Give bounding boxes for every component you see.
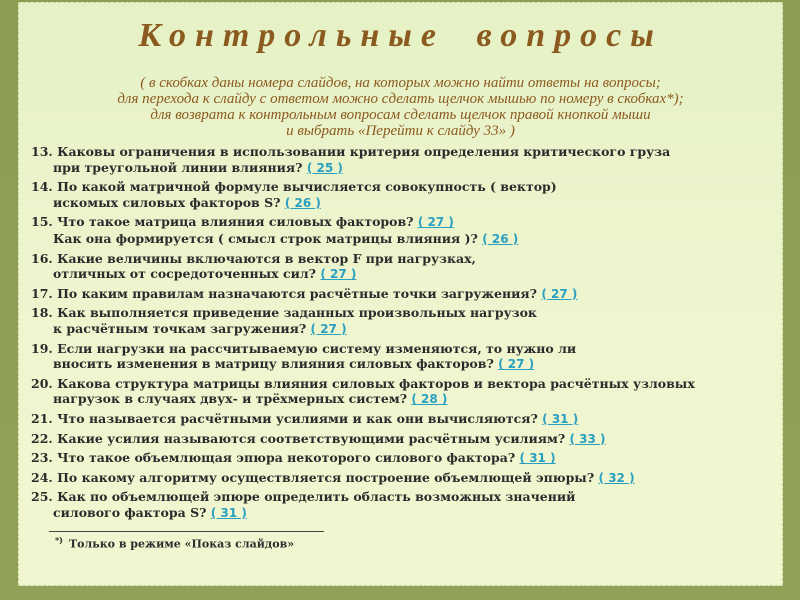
question-text: вносить изменения в матрицу влияния силовых факторов? xyxy=(53,356,494,372)
slide-link[interactable]: ( 27 ) xyxy=(541,286,578,301)
question-item xyxy=(31,411,781,428)
question-text: 13. Каковы ограничения в использовании критерия определения критического груза xyxy=(31,144,671,159)
question-text: 16. Какие величины включаются в вектор F при нагрузках, xyxy=(31,250,476,266)
question-item xyxy=(31,431,781,448)
slide-link[interactable]: ( 31 ) xyxy=(210,505,247,520)
footnote-divider xyxy=(49,531,324,532)
question-item xyxy=(31,305,781,337)
question-text: 24. По какому алгоритму осуществляется построение объемлющей эпюры? xyxy=(31,469,595,485)
question-item xyxy=(31,144,781,176)
question-item xyxy=(31,470,781,487)
question-text: 15. Что такое матрица влияния силовых факторов? xyxy=(31,214,414,230)
subtitle-line: ( в скобках даны номера слайдов, на которых можно найти ответы на вопросы; xyxy=(140,75,661,91)
slide-link[interactable]: ( 27 ) xyxy=(320,267,357,282)
question-text: при треугольной линии влияния? xyxy=(53,159,303,175)
question-text: 17. По каким правилам назначаются расчётные точки загружения? xyxy=(31,285,537,301)
footnote-text: Только в режиме «Показ слайдов» xyxy=(68,537,295,551)
question-text: 23. Что такое объемлющая эпюра некоторого силового фактора? xyxy=(31,450,516,466)
slide-link[interactable]: ( 32 ) xyxy=(598,470,635,485)
footnote xyxy=(55,535,294,551)
question-text: 22. Какие усилия называются соответствующими расчётным усилиям? xyxy=(31,430,566,446)
subtitle-line: и выбрать «Перейти к слайду 33» ) xyxy=(286,123,515,139)
question-text: нагрузок в случаях двух- и трёхмерных систем? xyxy=(53,391,408,407)
subtitle-line: для возврата к контрольным вопросам сделать щелчок правой кнопкой мыши xyxy=(150,107,651,123)
question-text: 18. Как выполняется приведение заданных произвольных нагрузок xyxy=(31,305,537,321)
slide-link[interactable]: ( 26 ) xyxy=(284,195,321,210)
question-item xyxy=(31,179,781,211)
question-item xyxy=(31,450,781,467)
slide-link[interactable]: ( 27 ) xyxy=(417,215,454,230)
slide-link[interactable]: ( 25 ) xyxy=(306,160,343,175)
footnote-mark: *) xyxy=(55,535,63,545)
question-text: 20. Какова структура матрицы влияния силовых факторов и вектора расчётных узловых xyxy=(31,375,695,391)
question-text: 21. Что называется расчётными усилиями и как они вычисляются? xyxy=(31,410,538,426)
slide-link[interactable]: ( 31 ) xyxy=(519,451,556,466)
question-item xyxy=(31,376,781,408)
question-text: 25. Как по объемлющей эпюре определить область возможных значений xyxy=(31,489,576,505)
question-item xyxy=(31,341,781,373)
question-text: к расчётным точкам загружения? xyxy=(53,320,307,336)
slide-link[interactable]: ( 28 ) xyxy=(411,392,448,407)
slide-link[interactable]: ( 26 ) xyxy=(482,231,519,246)
question-item xyxy=(31,489,781,521)
slide-link[interactable]: ( 27 ) xyxy=(310,321,347,336)
subtitle-line: для перехода к слайду с ответом можно сделать щелчок мышью по номеру в скобках*); xyxy=(117,91,684,107)
question-item xyxy=(31,214,781,247)
question-text: силового фактора S? xyxy=(53,504,207,520)
slide-link[interactable]: ( 33 ) xyxy=(569,431,606,446)
question-item xyxy=(31,251,781,283)
slide-link[interactable]: ( 31 ) xyxy=(542,411,579,426)
slide-link[interactable]: ( 27 ) xyxy=(498,357,535,372)
question-text: 14. По какой матричной формуле вычисляется совокупность ( вектор) xyxy=(31,179,557,195)
question-text: отличных от сосредоточенных сил? xyxy=(53,266,316,282)
slide-subtitle xyxy=(19,75,782,139)
question-list xyxy=(31,144,781,524)
question-text: искомых силовых факторов S? xyxy=(53,194,281,210)
question-text: 19. Если нагрузки на рассчитываемую систему изменяются, то нужно ли xyxy=(31,340,577,356)
slide-title: Контрольные вопросы xyxy=(138,17,663,54)
question-item xyxy=(31,286,781,303)
question-text: Как она формируется ( смысл строк матрицы влияния )? xyxy=(53,230,478,246)
slide xyxy=(18,2,783,586)
